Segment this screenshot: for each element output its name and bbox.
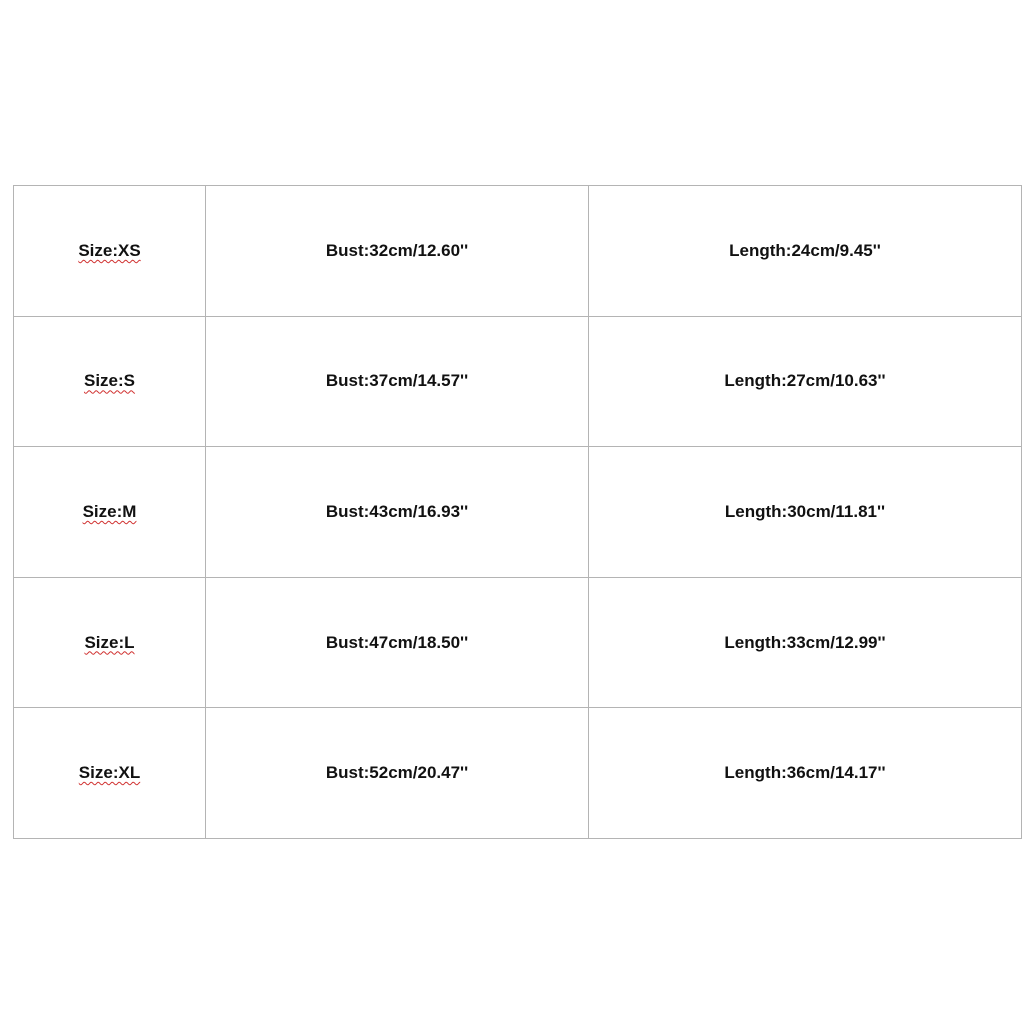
table-row [14,316,1022,447]
bust-value: Bust:32cm/12.60'' [325,240,469,260]
bust-value: Bust:43cm/16.93'' [325,501,469,521]
size-cell [14,577,206,708]
table-row [14,577,1022,708]
table-row [14,447,1022,578]
bust-cell [206,577,589,708]
bust-value: Bust:37cm/14.57'' [325,371,469,391]
size-cell [14,186,206,317]
size-label: Size:XS [78,240,141,260]
length-cell [589,447,1022,578]
bust-value: Bust:47cm/18.50'' [325,632,469,652]
table-row [14,186,1022,317]
length-cell [589,316,1022,447]
length-cell [589,186,1022,317]
size-label: Size:M [82,501,137,521]
length-value: Length:36cm/14.17'' [724,763,886,783]
bust-value: Bust:52cm/20.47'' [325,763,469,783]
bust-cell [206,708,589,839]
length-cell [589,708,1022,839]
bust-cell [206,447,589,578]
length-value: Length:30cm/11.81'' [724,501,886,521]
length-cell [589,577,1022,708]
size-chart-table [13,185,1022,839]
size-cell [14,447,206,578]
size-label: Size:L [84,632,135,652]
table-row [14,708,1022,839]
size-cell [14,708,206,839]
length-value: Length:24cm/9.45'' [729,240,881,260]
size-label: Size:S [83,371,136,391]
size-cell [14,316,206,447]
size-label: Size:XL [78,763,141,783]
length-value: Length:33cm/12.99'' [724,632,886,652]
bust-cell [206,186,589,317]
bust-cell [206,316,589,447]
length-value: Length:27cm/10.63'' [724,371,886,391]
